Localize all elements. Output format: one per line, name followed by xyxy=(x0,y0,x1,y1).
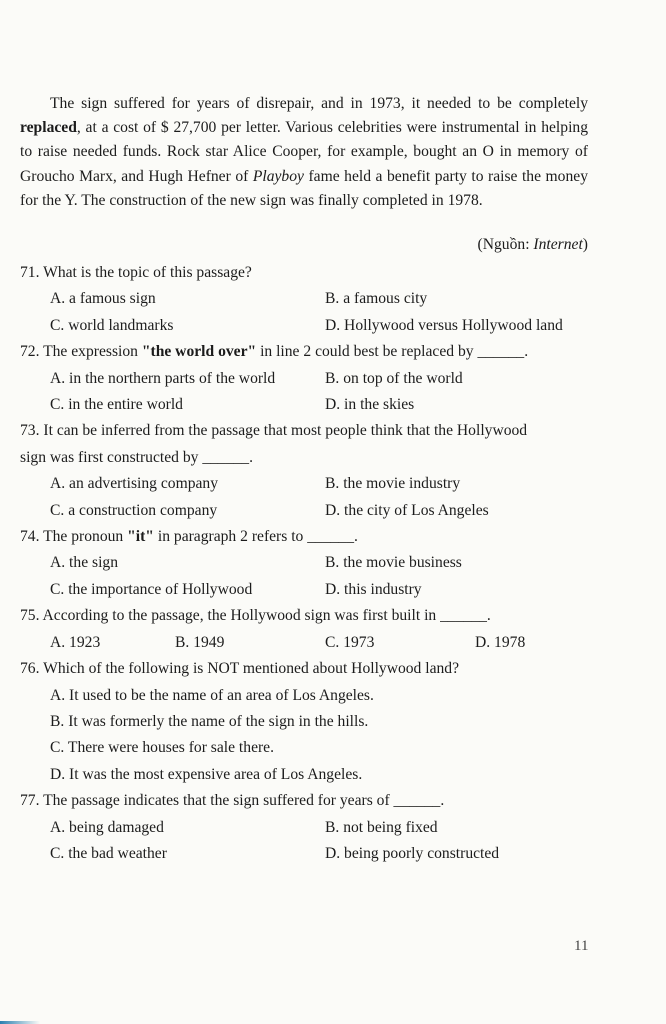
question-75: 75. According to the passage, the Hollywood sign was first built in ______. xyxy=(20,607,491,625)
option: B. 1949 xyxy=(175,633,225,651)
stem-bold: "it" xyxy=(127,528,154,546)
source-prefix: (Nguồn: xyxy=(477,236,534,253)
option: A. 1923 xyxy=(50,633,101,651)
option: C. world landmarks xyxy=(50,316,174,334)
option: D. It was the most expensive area of Los Angeles. xyxy=(50,765,363,783)
passage-text: fame held a benefit party to raise the money for the Y. The construction of the new sign was finally completed in 1978. xyxy=(20,167,588,209)
source-name: Internet xyxy=(533,236,583,253)
option: D. this industry xyxy=(325,580,422,598)
option: A. being damaged xyxy=(50,818,164,836)
stem-text: 74. The pronoun xyxy=(20,528,128,546)
page-number: 11 xyxy=(574,938,589,954)
questions xyxy=(20,260,592,867)
question-77: 77. The passage indicates that the sign suffered for years of ______. xyxy=(20,792,445,810)
source-suffix: ) xyxy=(582,236,588,253)
question-72 xyxy=(20,339,592,365)
option: B. It was formerly the name of the sign in the hills. xyxy=(50,712,369,730)
option: C. the bad weather xyxy=(50,844,167,862)
stem-text: in paragraph 2 refers to ______. xyxy=(153,528,358,546)
option: B. on top of the world xyxy=(325,369,463,387)
option: D. the city of Los Angeles xyxy=(325,501,489,519)
question-71: 71. What is the topic of this passage? xyxy=(20,264,252,281)
question-73-cont: sign was first constructed by ______. xyxy=(20,448,254,466)
option: C. the importance of Hollywood xyxy=(50,580,253,598)
stem-bold: "the world over" xyxy=(141,343,257,361)
option: C. 1973 xyxy=(325,633,375,651)
passage-paragraph xyxy=(20,92,588,213)
option: D. Hollywood versus Hollywood land xyxy=(325,316,563,334)
option: A. the sign xyxy=(50,554,119,572)
stem-text: in line 2 could best be replaced by ______. xyxy=(256,343,529,361)
passage-text: The sign suffered for years of disrepair, and in 1973, it needed to be completely xyxy=(50,95,588,112)
option: D. 1978 xyxy=(475,633,526,651)
option: B. not being fixed xyxy=(325,818,438,836)
passage-italic-word: Playboy xyxy=(252,167,304,185)
option: A. an advertising company xyxy=(50,475,219,493)
question-76: 76. Which of the following is NOT mentioned about Hollywood land? xyxy=(20,660,460,678)
question-74 xyxy=(20,524,592,550)
question-73: 73. It can be inferred from the passage that most people think that the Hollywood xyxy=(20,422,528,440)
reading-passage xyxy=(20,92,588,213)
option: B. the movie industry xyxy=(325,475,461,493)
option: C. a construction company xyxy=(50,501,218,519)
option: A. It used to be the name of an area of Los Angeles. xyxy=(50,686,374,704)
option: C. in the entire world xyxy=(50,396,183,414)
source-citation xyxy=(478,236,588,254)
option: A. in the northern parts of the world xyxy=(50,369,276,387)
option: D. being poorly constructed xyxy=(325,844,500,862)
passage-bold-word: replaced xyxy=(20,119,77,137)
option: A. a famous sign xyxy=(50,290,156,308)
option: C. There were houses for sale there. xyxy=(50,739,275,757)
option: D. in the skies xyxy=(325,396,415,414)
stem-text: 72. The expression xyxy=(20,343,142,361)
option: B. the movie business xyxy=(325,554,462,572)
option: B. a famous city xyxy=(325,290,428,308)
passage-text: , at a cost of $ 27,700 per letter. Various celebrities were instrumental in helping to raise needed funds. Rock star Alice Cooper, for example, bought an O in memory of Groucho Marx, and Hugh Hefner of xyxy=(20,119,588,185)
